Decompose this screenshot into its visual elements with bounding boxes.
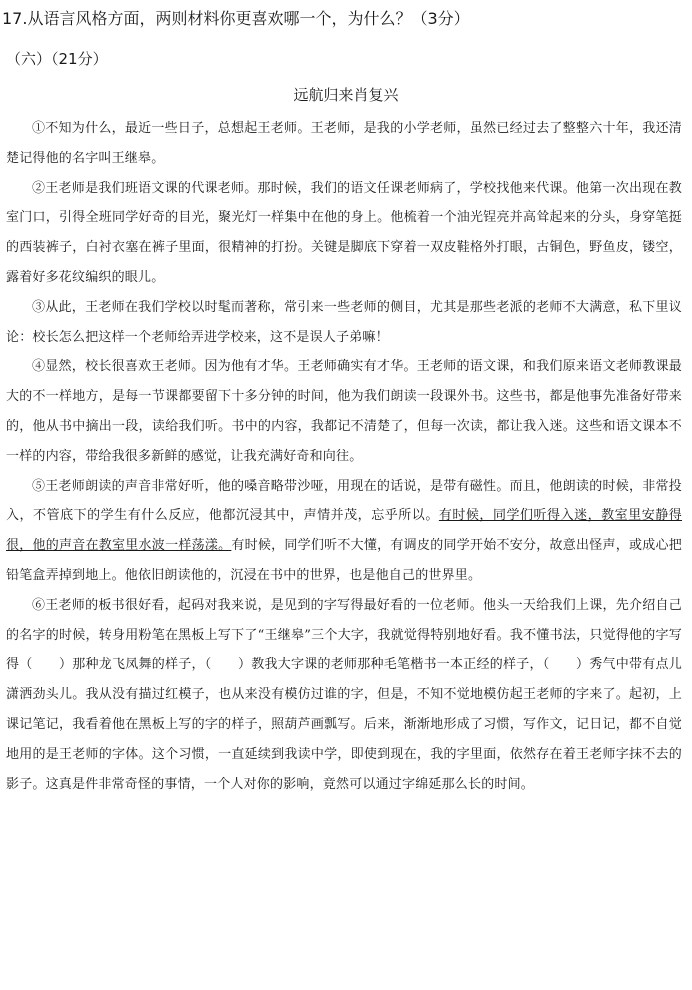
article-title: 远航归来肖复兴 xyxy=(293,86,399,104)
paragraph-2 xyxy=(6,174,682,293)
paragraph-4-text: ④显然，校长很喜欢王老师。因为他有才华。王老师确实有才华。王老师的语文课，和我们原来语文老师教课最大的不一样地方，是每一节课都要留下十多分钟的时间，他为我们朗读一段课外书。这些书，都是他事先准备好带来的，他从书中摘出一段，读给我们听。书中的内容，我都记不清楚了，但每一次读，都让我入迷。这些和语文课本不一样的内容，带给我很多新鲜的感觉，让我充满好奇和向往。 xyxy=(6,359,682,464)
paragraph-5-text: ⑤王老师朗读的声音非常好听，他的嗓音略带沙哑，用现在的话说，是带有磁性。而且，他朗读的时候，非常投入，不管底下的学生有什么反应，他都沉浸其中，声情并茂，忘乎所以。 xyxy=(6,478,682,524)
paragraph-1-text: ①不知为什么，最近一些日子，总想起王老师。王老师，是我的小学老师，虽然已经过去了整整六十年，我还清楚记得他的名字叫王继皋。 xyxy=(6,121,682,166)
paragraph-5-text-after: 有时候，同学们听不大懂，有调皮的同学开始不安分，故意出怪声，或成心把铅笔盒弄掉到地上。他依旧朗读他的，沉浸在书中的世界，也是他自己的世界里。 xyxy=(6,538,682,583)
paragraph-6 xyxy=(6,591,682,800)
paragraph-1 xyxy=(6,114,682,174)
paragraph-6-text: ⑥王老师的板书很好看，起码对我来说，是见到的字写得最好看的一位老师。他头一天给我们上课，先介绍自己的名字的时候，转身用粉笔在黑板上写下了“王继皋”三个大字，我就觉得特别地好看。我不懂书法，只觉得他的字写得（ ）那种龙飞凤舞的样子，（ ）教我大字课的老师那种毛笔楷书一本正经的样子，（ ）秀气中带有点儿潇洒劲头儿。我从没有描过红模子，也从来没有模仿过谁的字，但是，不知不觉地模仿起王老师的字来了。起初，上课记笔记，我看着他在黑板上写的字的样子，照葫芦画瓢写。后来，渐渐地形成了习惯，写作文，记日记，都不自觉地用的是王老师的字体。这个习惯，一直延续到我读中学，即使到现在，我的字里面，依然存在着王老师字抹不去的影子。这真是件非常奇怪的事情，一个人对你的影响，竟然可以通过字绵延那么长的时间。 xyxy=(6,597,682,792)
underlined-sentence: 有时候，同学们听得入迷，教室里安静得很，他的声音在教室里水波一样荡漾。 xyxy=(6,508,682,554)
paragraph-3 xyxy=(6,293,682,353)
paragraph-5 xyxy=(6,472,682,591)
paragraph-3-text: ③从此，王老师在我们学校以时髦而著称，常引来一些老师的侧目，尤其是那些老派的老师不大满意，私下里议论：校长怎么把这样一个老师给弄进学校来，这不是误人子弟嘛！ xyxy=(6,299,682,345)
section-heading: （六）（21分） xyxy=(6,50,108,68)
paragraph-2-text: ②王老师是我们班语文课的代课老师。那时候，我们的语文任课老师病了，学校找他来代课。他第一次出现在教室门口，引得全班同学好奇的目光，聚光灯一样集中在他的身上。他梳着一个油光锃亮并高耸起来的分头，身穿笔挺的西装裤子，白衬衣塞在裤子里面，很精神的打扮。关键是脚底下穿着一双皮鞋格外打眼，古铜色，野鱼皮，镂空，露着好多花纹编织的眼儿。 xyxy=(6,180,682,285)
paragraph-4 xyxy=(6,352,682,471)
article-body xyxy=(6,114,682,799)
question-17: 17.从语言风格方面，两则材料你更喜欢哪一个，为什么？（3分） xyxy=(2,9,470,28)
